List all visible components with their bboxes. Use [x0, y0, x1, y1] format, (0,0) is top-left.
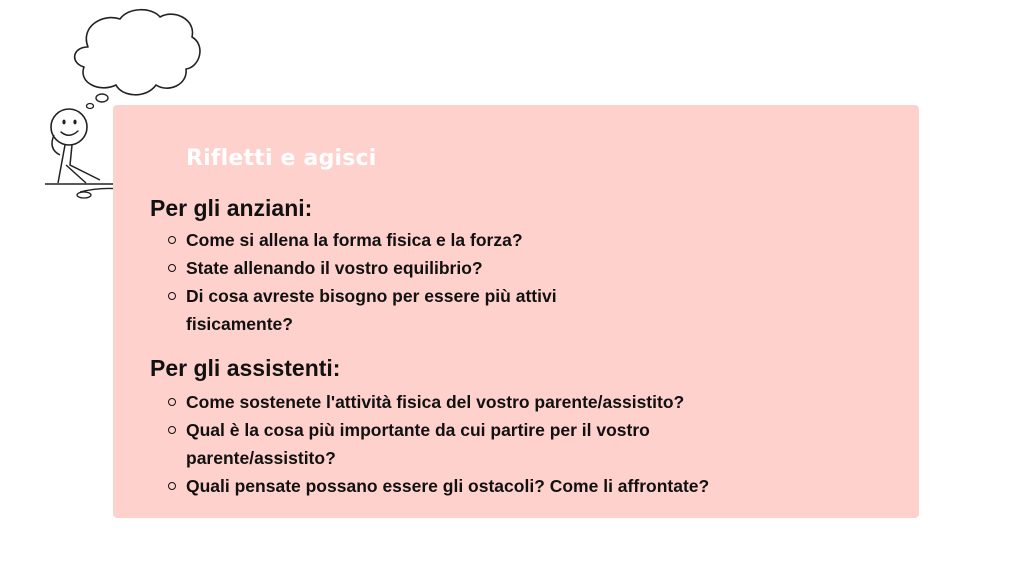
list-item [168, 388, 788, 416]
caregiver-question-list [168, 388, 788, 500]
hollow-bullet-icon [168, 482, 176, 490]
list-item [168, 416, 788, 472]
question-text: State allenando il vostro equilibrio? [186, 258, 483, 278]
hollow-bullet-icon [168, 264, 176, 272]
list-item [168, 472, 788, 500]
list-item [168, 226, 628, 254]
hollow-bullet-icon [168, 292, 176, 300]
question-text: Di cosa avreste bisogno per essere più attivi fisicamente? [186, 286, 557, 334]
hollow-bullet-icon [168, 236, 176, 244]
card-title: Rifletti e agisci [186, 146, 377, 171]
section-heading-elderly: Per gli anziani: [150, 195, 313, 221]
section-heading-caregivers: Per gli assistenti: [150, 355, 341, 381]
hollow-bullet-icon [168, 426, 176, 434]
list-item [168, 282, 628, 338]
question-text: Qual è la cosa più importante da cui partire per il vostro parente/assistito? [186, 420, 650, 468]
question-text: Quali pensate possano essere gli ostacoli? Come li affrontate? [186, 476, 710, 496]
list-item [168, 254, 628, 282]
question-text: Come sostenete l'attività fisica del vostro parente/assistito? [186, 392, 685, 412]
elderly-question-list [168, 226, 628, 338]
hollow-bullet-icon [168, 398, 176, 406]
question-text: Come si allena la forma fisica e la forza? [186, 230, 523, 250]
